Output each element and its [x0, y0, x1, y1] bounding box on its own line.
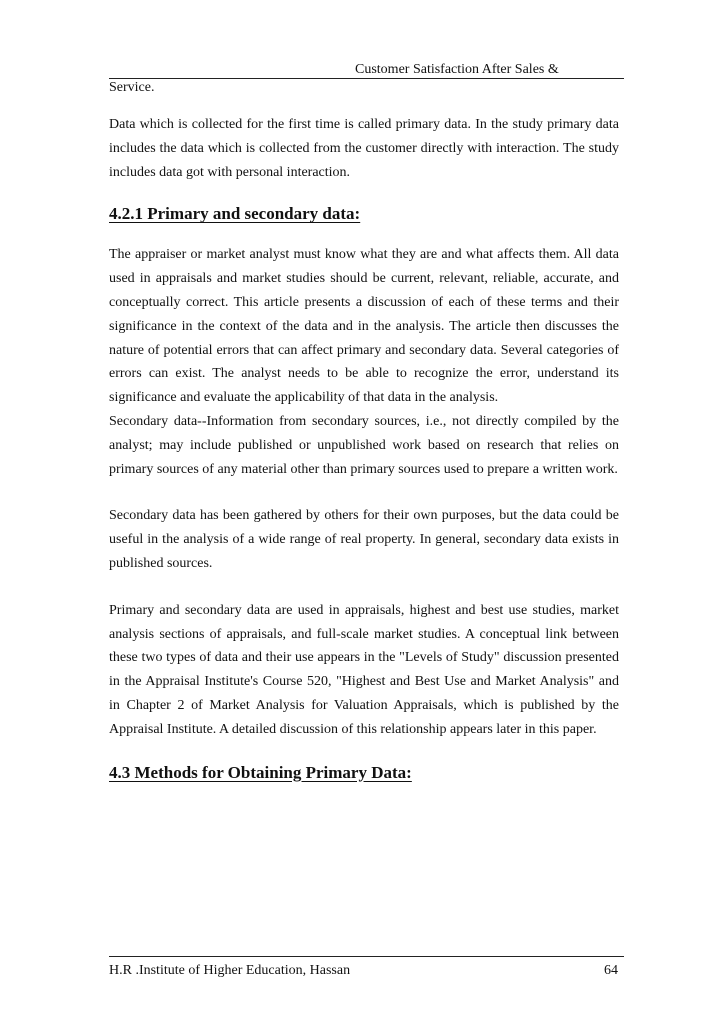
paragraph-secondary-definition: Secondary data--Information from secondary sources, i.e., not directly compiled by the analyst; may include published or unpublished work based on research that relies on primary sources of any material other than primary sources used to prepare a written work.	[109, 413, 619, 477]
header-divider	[109, 78, 624, 79]
footer-divider	[109, 956, 624, 957]
header-title: Customer Satisfaction After Sales &	[355, 62, 559, 77]
page-number: 64	[604, 963, 618, 978]
section-heading-4-2-1: 4.2.1 Primary and secondary data:	[109, 204, 361, 224]
section-heading-4-3: 4.3 Methods for Obtaining Primary Data:	[109, 762, 412, 782]
paragraph-secondary-gathered: Secondary data has been gathered by others for their own purposes, but the data could be useful in the analysis of a wide range of real property. In general, secondary data exists in published sources.	[109, 508, 619, 571]
intro-paragraph: Data which is collected for the first time is called primary data. In the study primary data includes the data which is collected from the customer directly with interaction. The study includes data got with personal interaction.	[109, 117, 619, 180]
paragraph-primary-and-secondary: Primary and secondary data are used in appraisals, highest and best use studies, market analysis sections of appraisals, and full-scale market studies. A conceptual link between these two types of data and their use appears in the "Levels of Study" discussion presented in the Appraisal Institute's Course 520, "Highest and Best Use and Market Analysis" and in Chapter 2 of Market Analysis for Valuation Appraisals, which is published by the Appraisal Institute. A detailed discussion of this relationship appears later in this paper.	[109, 602, 619, 737]
page-content	[109, 113, 619, 783]
header-title-continuation: Service.	[109, 80, 155, 95]
footer-institution: H.R .Institute of Higher Education, Hassan	[109, 963, 351, 978]
paragraph-appraiser: The appraiser or market analyst must know what they are and what affects them. All data used in appraisals and market studies should be current, relevant, reliable, accurate, and conceptually correct. This article presents a discussion of each of these terms and their significance in the context of the data and in the analysis. The article then discusses the nature of potential errors that can affect primary and secondary data. Several categories of errors can exist. The analyst needs to be able to recognize the error, understand its significance and evaluate the applicability of that data in the analysis.	[109, 247, 619, 406]
